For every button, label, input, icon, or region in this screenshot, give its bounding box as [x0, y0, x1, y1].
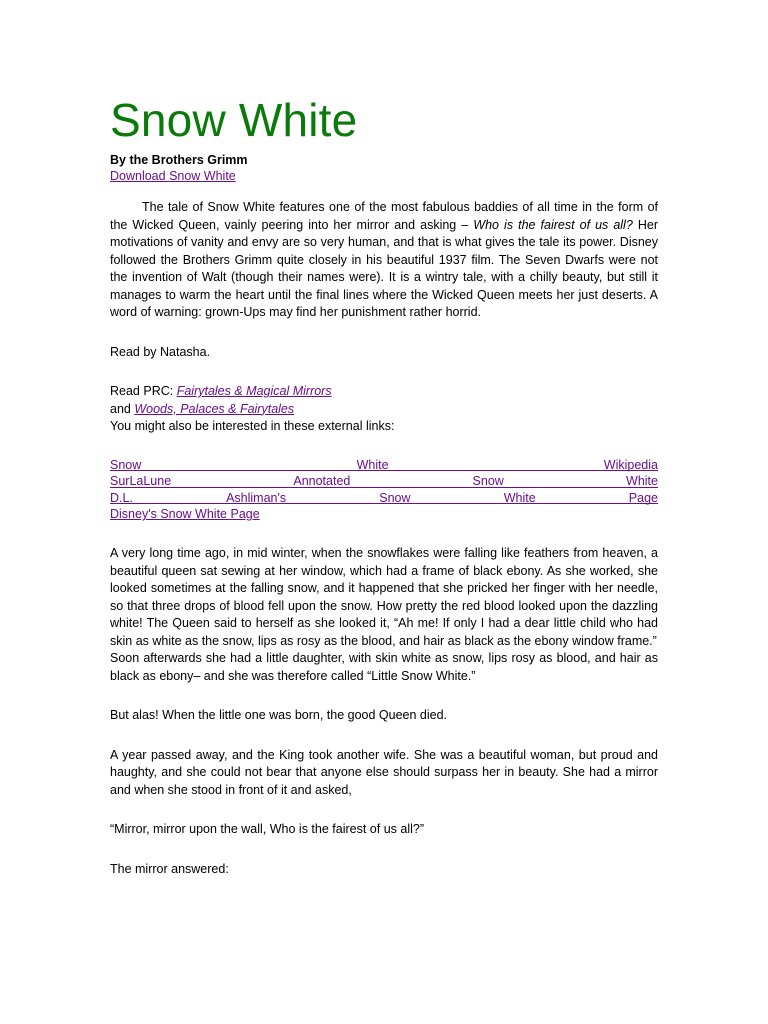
intro-text-2: Her motivations of vanity and envy are so very human, and that is what gives the tale its power. Disney followed the Brothers Grimm quite closely in his beautiful 1937 film. The Seven Dwarfs were not the invention of Walt (though their names were). It is a wintry tale, with a chilly beauty, but still it manages to warm the heart until the final lines where the Wicked Queen meets her just deserts. A word of warning: grown-Ups may find her punishment rather horrid. — [110, 217, 658, 319]
disney-snow-white-link[interactable]: Disney's Snow White Page — [110, 507, 260, 521]
ashliman-snow-white-link[interactable] — [110, 490, 658, 507]
fairytales-magical-mirrors-link[interactable]: Fairytales & Magical Mirrors — [176, 384, 332, 398]
external-links-note: You might also be interested in these external links: — [110, 419, 395, 433]
link-word[interactable]: Annotated — [293, 474, 351, 488]
story-paragraph-4: A year passed away, and the King took another wife. She was a beautiful woman, but proud and haughty, and she could not bear that anyone else should surpass her in beauty. She had a mirror and when she stood in front of it and asked, — [110, 747, 658, 797]
and-line — [110, 401, 658, 419]
document-page — [110, 92, 658, 878]
external-links-block — [110, 457, 658, 524]
download-link[interactable]: Download Snow White — [110, 169, 236, 183]
link-word[interactable]: Wikipedia — [603, 457, 658, 472]
read-by-text: Read by Natasha. — [110, 344, 211, 359]
link-word[interactable]: Snow — [472, 474, 504, 488]
read-prc-label: Read PRC: — [110, 384, 177, 398]
mirror-answered: The mirror answered: — [110, 861, 229, 876]
link-word[interactable]: White — [626, 474, 658, 488]
mirror-question: “Mirror, mirror upon the wall, Who is the fairest of us all?” — [110, 822, 424, 836]
and-label: and — [110, 401, 135, 416]
read-prc-line — [110, 383, 658, 401]
snow-white-wikipedia-link[interactable] — [110, 457, 658, 474]
link-word[interactable]: Ashliman's — [226, 490, 287, 505]
story-paragraph-1: A very long time ago, in mid winter, when the snowflakes were falling like feathers from heaven, a beautiful queen sat sewing at her window, which had a frame of black ebony. As she worked, she looked sometimes at the falling snow, and it happened that she pricked her finger with her needle, so that three drops of blood fell upon the snow. How pretty the red blood looked upon the dazzling white! The Queen said to herself as she looked it, “Ah me! If only I had a dear little child who had skin as white as the snow, lips as rosy as the blood, and hair as black as the ebony window frame.” — [110, 546, 658, 648]
byline: By the Brothers Grimm — [110, 153, 248, 167]
link-word[interactable]: SurLaLune — [110, 474, 172, 488]
link-word[interactable]: White — [503, 490, 536, 505]
link-word[interactable]: D.L. — [110, 490, 133, 505]
surlalune-annotated-link[interactable] — [110, 473, 658, 490]
woods-palaces-fairytales-link[interactable]: Woods, Palaces & Fairytales — [134, 401, 295, 416]
intro-text-1: The tale of Snow White features one of the most fabulous baddies of all time in the form of the Wicked Queen, vainly peering into her mirror and asking – — [110, 200, 658, 232]
story-paragraph-3: But alas! When the little one was born, the good Queen died. — [110, 708, 448, 722]
link-word[interactable]: White — [356, 457, 389, 472]
intro-paragraph — [110, 199, 658, 322]
link-word[interactable]: Snow — [110, 457, 142, 472]
intro-italic-question: Who is the fairest of us all? — [473, 217, 633, 232]
link-word[interactable]: Page — [628, 490, 658, 505]
link-word[interactable]: Snow — [379, 490, 411, 505]
story-paragraph-2: Soon afterwards she had a little daughter, with skin white as snow, lips rosy as blood, and hair as black as ebony– and she was therefore called “Little Snow White.” — [110, 651, 658, 683]
page-title: Snow White — [110, 94, 358, 146]
